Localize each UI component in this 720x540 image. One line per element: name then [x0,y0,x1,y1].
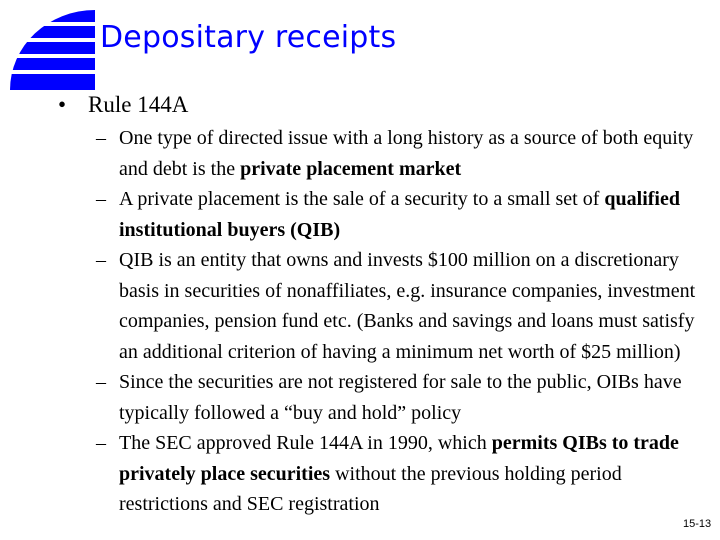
bullet-text: Rule 144A [88,92,189,117]
subitem-marker: – [96,188,106,210]
subitem-marker: – [96,249,106,271]
subitem-text: The SEC approved Rule 144A in 1990, which [119,432,492,454]
subitem-text: Since the securities are not registered for sale to the public, OIBs have typically followed a “buy and hold” policy [119,371,682,424]
subitem [96,184,701,245]
page-number: 15-13 [683,518,712,530]
subitem [96,428,701,520]
subitem-emphasis: private placement market [240,157,462,180]
subitem [96,123,701,184]
subitem-emphasis: permits QIBs to trade privately place securities [119,432,679,485]
bullet-marker: • [58,92,67,117]
subitem-text: A private placement is the sale of a security to a small set of [119,188,605,210]
subitem-text: QIB is an entity that owns and invests $100 million on a discretionary basis in securities of nonaffiliates, e.g. insurance companies, investment companies, pension fund etc. (Banks and savings and loans must satisfy an additional criterion of having a minimum net worth of $25 million) [119,249,696,363]
subitem [96,367,701,428]
slide-title: Depositary receipts [100,20,397,55]
subitem-marker: – [96,432,106,454]
subitem-list [96,123,701,520]
subitem-marker: – [96,127,106,149]
bullet-item [58,90,188,120]
slide-logo-icon [10,10,95,90]
subitem-marker: – [96,371,106,393]
subitem-text: without the previous holding period restrictions and SEC registration [119,462,622,515]
subitem [96,245,701,367]
subitem-text: One type of directed issue with a long history as a source of both equity and debt is the [119,127,694,180]
subitem-emphasis: qualified institutional buyers (QIB) [119,188,680,241]
